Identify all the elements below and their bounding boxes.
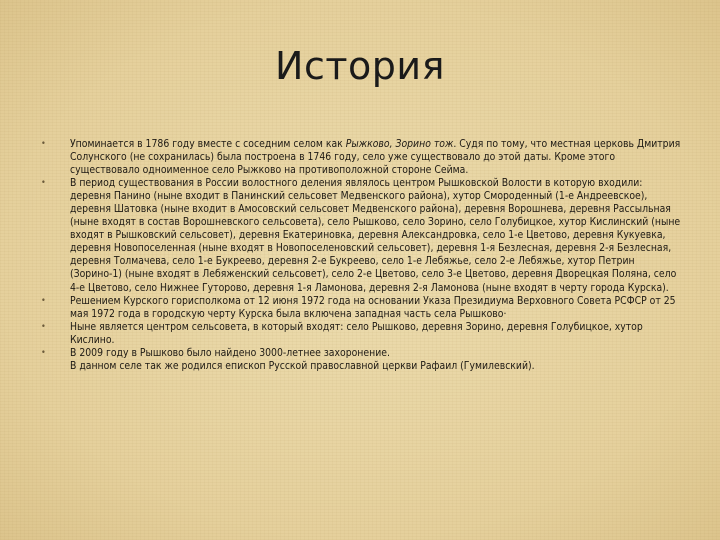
- item-text: В 2009 году в Рышково было найдено 3000-летнее захоронение.: [70, 346, 390, 359]
- item-text-italic: Рыжково, Зорино тож: [345, 138, 454, 150]
- item-text: Ныне является центром сельсовета, в который входят: село Рышково, деревня Зорино, деревня Голубицкое, хутор Кислино.: [70, 320, 643, 346]
- bullet-icon: •: [41, 321, 46, 332]
- list-item: [40, 138, 684, 177]
- slide-content: [40, 138, 684, 373]
- list-item: [40, 295, 684, 321]
- slide-title: История: [275, 44, 445, 88]
- bullet-icon: •: [41, 347, 46, 358]
- item-text: Решением Курского горисполкома от 12 июня 1972 года на основании Указа Президиума Верховного Совета РСФСР от 25 мая 1972 года в городскую черту Курска была включена западная часть села Рышково·: [70, 294, 676, 320]
- bullet-icon: •: [41, 178, 46, 189]
- bullet-icon: •: [41, 139, 46, 149]
- continuation-text: В данном селе так же родился епископ Русской православной церкви Рафаил (Гумилевский).: [70, 359, 535, 372]
- list-item: [40, 321, 684, 347]
- list-item: [40, 177, 684, 294]
- item-text: . Судя по тому, что местная церковь Дмитрия Солунского (не сохранилась) была построена в 1746 году, село уже существовало до этой даты. Кроме этого существовало одноименное село Рыжково на противоположной стороне Сейма.: [70, 138, 681, 177]
- list-item: [40, 347, 684, 360]
- item-text: Упоминается в 1786 году вместе с соседним селом как: [70, 138, 346, 150]
- item-text: В период существования в России волостного деления являлось центром Рышковской Волости в которую входили: деревня Панино (ныне входит в Панинский сельсовет Медвенского района), хутор Смороденный (1-е Андреевское), деревня Шатовка (ныне входит в Амосовский сельсовет Медвенского района), деревня Ворошнева, деревня Рассыльная (ныне входят в состав Ворошневского сельсовета), село Рышково, село Зорино, село Голубицкое, хутор Кислинский (ныне входят в Рышковский сельсовет), деревня Екатериновка, деревня Александровка, село 1-е Цветово, деревня Кукуевка, деревня Новопоселенная (ныне входят в Новопоселеновский сельсовет), деревня 1-я Безлесная, деревня 2-я Безлесная, деревня Толмачева, село 1-е Букреево, деревня 2-е Букреево, село 1-е Лебяжье, село 2-е Лебяжье, хутор Петрин (Зорино-1) (ныне входят в Лебяженский сельсовет), село 2-е Цветово, село 3-е Цветово, деревня Дворецкая Поляна, село 4-е Цветово, село Нижнее Гуторово, деревня 1-я Ламонова, деревня 2-я Ламонова (ныне входят в черту города Курска).: [70, 177, 681, 294]
- bullet-icon: •: [41, 295, 46, 306]
